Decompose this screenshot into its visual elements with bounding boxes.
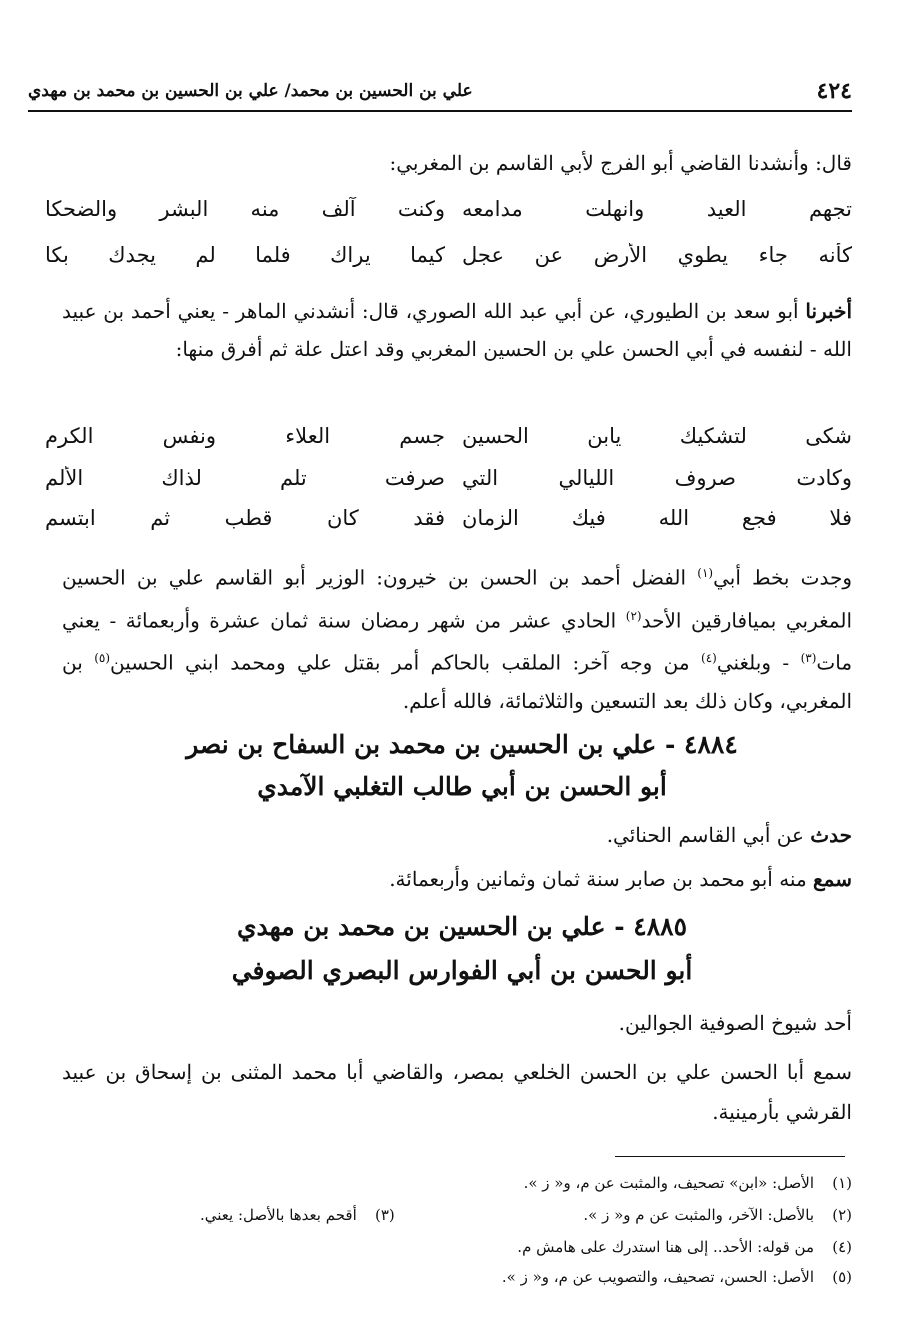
haddath-line: [62, 820, 852, 850]
akhbarana-paragraph: [62, 292, 852, 368]
footnote-text: الأصل: الحسن، تصحيف، والتصويب عن م، و« ز ».: [501, 1268, 814, 1286]
entry-heading: أبو الحسن بن أبي الفوارس البصري الصوفي: [231, 956, 693, 985]
footnote-marker: (٥): [94, 651, 111, 666]
running-head: علي بن الحسين بن محمد/ علي بن الحسين بن محمد بن مهدي: [28, 81, 473, 101]
page-header: [28, 78, 852, 112]
paragraph-text: الحادي عشر من شهر رمضان سنة ثمان عشرة وأربعمائة - يعني مات: [62, 608, 853, 675]
footnote-number: (٣): [374, 1206, 395, 1224]
verse-second-hemistich: وكنت آلف منه البشر والضحكا: [45, 197, 445, 221]
poem1-verse: [45, 243, 852, 275]
verse-second-hemistich: كيما يراك فلما لم يجدك بكا: [45, 243, 445, 267]
paragraph-text: بن المغربي، وكان ذلك بعد التسعين والثلاثمائة، فالله أعلم.: [62, 650, 852, 713]
footnote: [517, 1238, 852, 1256]
footnote-text: من قوله: الأحد.. إلى هنا استدرك على هامش م.: [517, 1238, 814, 1256]
verse-first-hemistich: وكادت صروف الليالي التي: [462, 466, 852, 490]
footnote-text: الأصل: «ابن» تصحيف، والمثبت عن م، و« ز ».: [523, 1174, 814, 1192]
footnote-number: (١): [832, 1174, 852, 1192]
footnote-number: (٤): [832, 1238, 852, 1256]
verse-first-hemistich: كأنه جاء يطوي الأرض عن عجل: [462, 243, 852, 267]
footnote: [524, 1174, 852, 1192]
haddath-text: عن أبي القاسم الحنائي.: [606, 823, 804, 847]
poem2-verse: [45, 466, 852, 498]
wajadtu-paragraph: [62, 554, 852, 720]
poem2-verse: [45, 506, 852, 538]
keyword-samia: سمع: [813, 867, 852, 891]
verse-first-hemistich: فلا فجع الله فيك الزمان: [462, 506, 852, 530]
footnote-marker: (٣): [800, 651, 817, 666]
samia-text: منه أبو محمد بن صابر سنة ثمان وثمانين وأربعمائة.: [389, 867, 807, 891]
paragraph-text: الفضل أحمد بن الحسن بن خيرون: الوزير أبو القاسم علي بن الحسين المغربي بميافارقين الأحد: [62, 565, 853, 633]
verse-second-hemistich: فقد كان قطب ثم ابتسم: [45, 506, 445, 530]
poem1-verse: [45, 197, 852, 229]
paragraph-text: من وجه آخر: الملقب بالحاكم أمر بقتل علي ومحمد ابني الحسين: [110, 650, 690, 675]
keyword-akhbarana: أخبرنا: [805, 299, 853, 323]
entry-heading: ٤٨٨٥ - علي بن الحسين بن محمد بن مهدي: [236, 912, 687, 941]
entry-line: سمع أبا الحسن علي بن الحسن الخلعي بمصر، والقاضي أبا محمد المثنى بن إسحاق بن عبيد القرشي بأرمينية.: [62, 1060, 852, 1124]
footnote-number: (٢): [832, 1206, 852, 1224]
page-number: ٤٢٤: [816, 78, 852, 104]
footnote-text: أقحم بعدها بالأصل: يعني.: [200, 1206, 357, 1224]
entry-heading: أبو الحسن بن أبي طالب التغلبي الآمدي: [257, 772, 667, 801]
verse-first-hemistich: شكى لتشكيك يابن الحسين: [462, 424, 852, 448]
verse-second-hemistich: صرفت تلم لذاك الألم: [45, 466, 445, 490]
keyword-haddath: حدث: [810, 823, 852, 847]
verse-second-hemistich: جسم العلاء ونفس الكرم: [45, 424, 445, 448]
samia-line: [62, 864, 852, 894]
footnote: [502, 1268, 852, 1286]
entry-line: أحد شيوخ الصوفية الجوالين.: [618, 1011, 852, 1035]
verse-first-hemistich: تجهم العيد وانهلت مدامعه: [462, 197, 852, 221]
paragraph-text: - وبلغني: [716, 650, 790, 675]
footnote-separator: [615, 1156, 845, 1157]
entry-heading: ٤٨٨٤ - علي بن الحسين بن محمد بن السفاح بن نصر: [186, 730, 738, 759]
footnote-text: بالأصل: الآخر، والمثبت عن م و« ز ».: [583, 1206, 814, 1224]
footnote: [583, 1206, 852, 1224]
footnote: [200, 1206, 395, 1224]
footnote-marker: (٤): [701, 651, 717, 666]
paragraph-text: وجدت بخط أبي: [713, 565, 853, 590]
intro-line: قال: وأنشدنا القاضي أبو الفرج لأبي القاسم بن المغربي:: [389, 151, 852, 175]
footnote-marker: (١): [697, 566, 714, 580]
footnote-marker: (٢): [625, 608, 642, 623]
footnote-number: (٥): [832, 1268, 852, 1286]
akhbarana-text: أبو سعد بن الطيوري، عن أبي عبد الله الصوري، قال: أنشدني الماهر - يعني أحمد بن عبيد الله - لنفسه في أبي الحسن علي بن الحسين المغربي وقد اعتل علة ثم أفرق منها:: [62, 299, 852, 361]
poem2-verse: [45, 424, 852, 456]
